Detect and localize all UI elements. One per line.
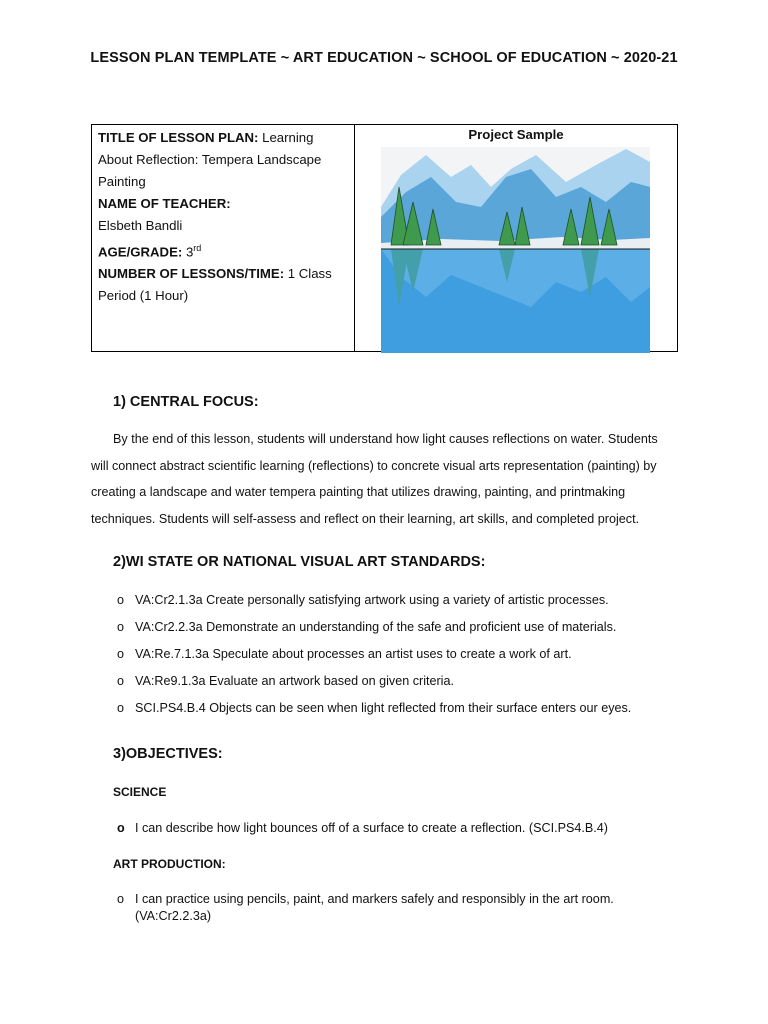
science-label: SCIENCE xyxy=(113,785,167,799)
list-item xyxy=(117,700,687,727)
project-sample-cell xyxy=(355,125,677,351)
central-focus-heading: 1) CENTRAL FOCUS: xyxy=(113,394,259,410)
standards-list xyxy=(117,592,687,727)
standard-text: VA:Re.7.1.3a Speculate about processes an artist uses to create a work of art. xyxy=(135,647,572,661)
standard-text: VA:Re9.1.3a Evaluate an artwork based on given criteria. xyxy=(135,674,454,688)
objectives-heading: 3)OBJECTIVES: xyxy=(113,746,223,762)
bullet-mark: o xyxy=(117,674,125,688)
teacher-label: NAME OF TEACHER: xyxy=(98,196,231,211)
project-sample-painting xyxy=(381,147,650,353)
art-objective-text: I can practice using pencils, paint, and markers safely and responsibly in the art room. (VA:Cr2.2.3a) xyxy=(135,892,614,923)
bullet-mark: o xyxy=(117,647,125,661)
list-item xyxy=(117,646,687,673)
project-sample-title: Project Sample xyxy=(468,127,564,142)
document-header: LESSON PLAN TEMPLATE ~ ART EDUCATION ~ SCHOOL OF EDUCATION ~ 2020-21 xyxy=(90,50,678,66)
art-production-label: ART PRODUCTION: xyxy=(113,857,226,871)
lessons-label: NUMBER OF LESSONS/TIME: xyxy=(98,266,285,282)
central-focus-text: By the end of this lesson, students will understand how light causes reflections on water. Students will connect abstract scientific learning (reflections) to concrete visual arts representation (painting) by creating a landscape and water tempera painting that utilizes drawing, painting, and printmaking techniques. Students will self-assess and reflect on their learning, art skills, and completed project. xyxy=(91,432,658,526)
teacher-value: Elsbeth Bandli xyxy=(98,218,183,233)
science-objective-text: I can describe how light bounces off of a surface to create a reflection. (SCI.PS4.B.4) xyxy=(135,821,608,835)
science-objective xyxy=(117,820,677,837)
title-value: Learning About Reflection: Tempera Landscape Painting xyxy=(98,130,322,189)
lessons-value: 1 Class Period (1 Hour) xyxy=(98,266,332,304)
grade-label: AGE/GRADE: xyxy=(98,244,183,260)
title-label: TITLE OF LESSON PLAN: xyxy=(98,130,259,145)
lesson-info-cell xyxy=(92,125,355,351)
standard-text: VA:Cr2.1.3a Create personally satisfying artwork using a variety of artistic processes. xyxy=(135,593,609,607)
grade-suffix: rd xyxy=(193,243,202,253)
standard-text: VA:Cr2.2.3a Demonstrate an understanding of the safe and proficient use of materials. xyxy=(135,620,617,634)
list-item xyxy=(117,673,687,700)
standards-heading: 2)WI STATE OR NATIONAL VISUAL ART STANDARDS: xyxy=(113,554,486,570)
lesson-info-table xyxy=(91,124,678,352)
bullet-mark: o xyxy=(117,701,125,715)
bullet-mark: o xyxy=(117,620,125,634)
grade-value: 3 xyxy=(185,244,194,260)
art-objective xyxy=(117,891,677,925)
standard-text: SCI.PS4.B.4 Objects can be seen when light reflected from their surface enters our eyes. xyxy=(135,701,632,715)
list-item xyxy=(117,592,687,619)
bullet-mark: o xyxy=(117,821,125,835)
list-item xyxy=(117,619,687,646)
bullet-mark: o xyxy=(117,593,125,607)
bullet-mark: o xyxy=(117,892,125,906)
